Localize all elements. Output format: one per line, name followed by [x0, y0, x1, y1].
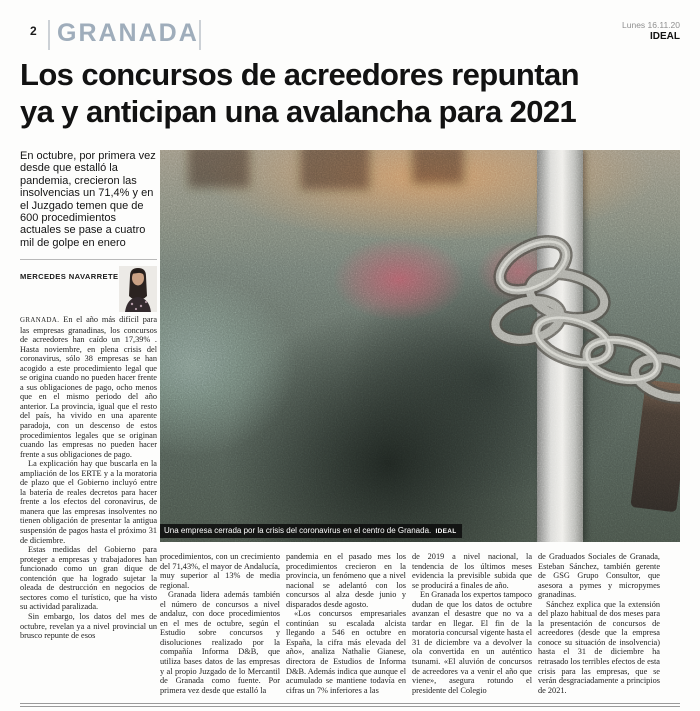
body-column-1: [20, 315, 157, 698]
body-column-4: [412, 552, 532, 698]
photo-credit: IDEAL: [435, 528, 457, 535]
body-paragraph: de Graduados Sociales de Granada, Esteban Sánchez, también gerente de GSG Grupo Consultor, que asesora a pymes y micropymes granadinas.: [538, 552, 660, 600]
byline-block: [20, 259, 157, 312]
article-headline: [20, 56, 684, 130]
headline-line-1: Los concursos de acreedores repuntan: [20, 57, 579, 92]
page-number: 2: [30, 24, 37, 38]
body-paragraph: Sánchez explica que la extensión del plazo habitual de dos meses para la presentación de concursos de acreedores (desde que la empresa conoce su situación de insolvencia) hasta el 31 de diciembre ha retrasado los terribles efectos de esta crisis para las empresas, que se verán desgraciadamente a principios de 2021.: [538, 599, 660, 695]
byline-rule: [20, 259, 157, 260]
photo-caption: Una empresa cerrada por la crisis del coronavirus en el centro de Granada.: [164, 526, 432, 535]
section-title: GRANADA: [57, 19, 199, 47]
dateline: GRANADA.: [20, 317, 64, 324]
body-paragraph: «Los concursos empresariales continúan su escalada alcista llegando a 546 en octubre en España, la cifra más elevada del año», analiza Nathalie Gianese, directora de Estudios de Informa D&B. Además indica que aunque el acumulado se mantiene todavía en cifras un 7% inferiores a las: [286, 609, 406, 695]
body-paragraph: En Granada los expertos tampoco dudan de que los datos de octubre avanzan el desastre que no va a tardar en llegar. El fin de la moratoria concursal vigente hasta el 31 de diciembre va a devolver la ola convertida en un auténtico tsunami. «El aluvión de concursos de acreedores va a venir el año que viene», asegura rotundo el presidente del Colegio: [412, 590, 532, 695]
body-paragraph: La explicación hay que buscarla en la ampliación de los ERTE y a la moratoria de plazo que el Gobierno incluyó entre la batería de reales decretos para hacer frente a los efectos del coronavirus, de manera que las empresas insolventes no tienen obligación de presentar la antigua suspensión de pagos hasta el próximo 31 de diciembre.: [20, 459, 157, 545]
edition-date: Lunes 16.11.20: [622, 20, 680, 30]
edition-info: [622, 20, 680, 42]
article-photo: [160, 150, 680, 542]
section-divider-left: [48, 20, 50, 50]
body-paragraph: Sin embargo, los datos del mes de octubre, revelan ya a nivel provincial un brusco repunte de esos: [20, 611, 157, 641]
body-column-3: [286, 552, 406, 698]
body-paragraph: GRANADA. En el año más difícil para las empresas granadinas, los concursos de acreedores han caído un 17,39% . Hasta noviembre, en plena crisis del coronavirus, sólo 38 empresas se han acogido a este procedimiento legal que se origina cuando no pueden hacer frente a sus obligaciones de pago, ocho menos que en el mismo periodo del año anterior. La provincia, igual que el resto del país, ha vivido en una aparente paradoja, con un descenso de estos procedimientos legales que se originan cuando las empresas no pueden hacer frente a sus obligaciones de pago.: [20, 315, 157, 459]
article-standfirst: En octubre, por primera vez desde que estalló la pandemia, crecieron las insolvencias un 71,4% y en el Juzgado temen que de 600 procedimientos actuales se pase a cuatro mil de golpe en enero: [20, 150, 156, 249]
body-paragraph: Granada lidera además también el número de concursos a nivel andaluz, con doce procedimientos en el mes de octubre, según el Estudio sobre concursos y disoluciones realizado por la compañía Informa D&B, que utiliza bases datos de las empresas y al propio Juzgado de lo Mercantil de Granada como fuente. Por primera vez desde que estalló la: [160, 590, 280, 695]
newspaper-brand: IDEAL: [650, 31, 680, 42]
photo-grain-texture: [160, 150, 680, 542]
section-divider-right: [199, 20, 201, 50]
body-paragraph: pandemia en el pasado mes los procedimientos crecieron en la provincia, un fenómeno que a nivel nacional se adelantó con los concursos al alza desde junio y disparados desde agosto.: [286, 552, 406, 609]
body-column-2: [160, 552, 280, 698]
body-paragraph: Estas medidas del Gobierno para proteger a empresas y trabajadores han funcionado como un gran dique de contención que ha logrado sujetar la oleada de destrucción en negocios de sectores como el turístico, que ha visto su actividad paralizada.: [20, 545, 157, 612]
page-bottom-rule: [20, 703, 680, 707]
author-photo: [119, 266, 157, 312]
body-column-5: [538, 552, 660, 698]
photo-caption-bar: [160, 524, 462, 538]
body-paragraph: procedimientos, con un crecimiento del 71,43%, el mayor de Andalucía, muy superior al 13% de media regional.: [160, 552, 280, 590]
body-paragraph: de 2019 a nivel nacional, la tendencia de los últimos meses evidencia la previsible subida que se producirá a finales de año.: [412, 552, 532, 590]
author-name: MERCEDES NAVARRETE: [20, 272, 119, 281]
headline-line-2: ya y anticipan una avalancha para 2021: [20, 94, 577, 129]
